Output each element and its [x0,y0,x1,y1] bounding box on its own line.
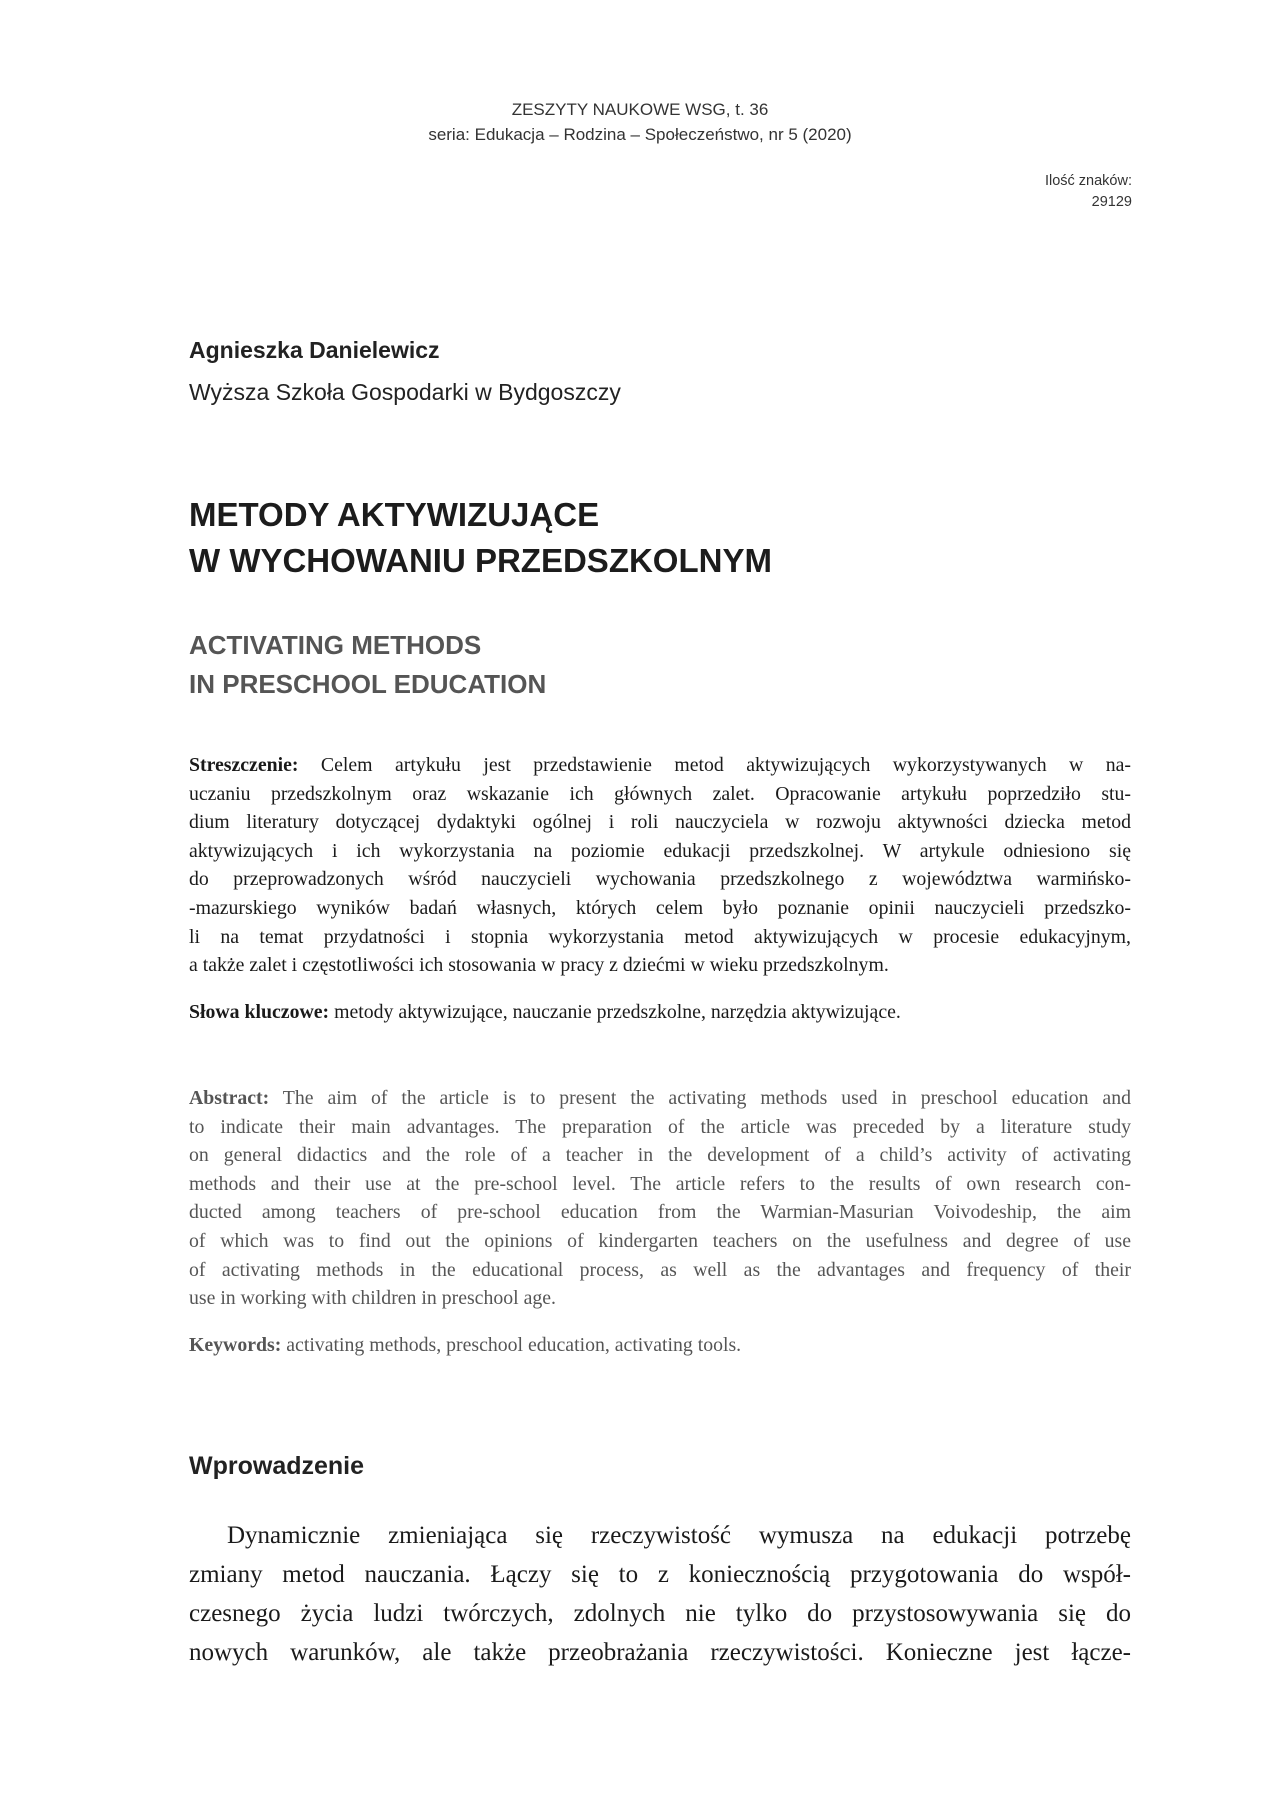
abstract-line: of activating methods in the educational process, as well as the advantages and frequency of their [189,1258,1131,1281]
journal-title: ZESZYTY NAUKOWE WSG, t. 36 [511,100,769,119]
intro-line: nowych warunków, ale także przeobrażania rzeczywistości. Konieczne jest łącze- [189,1639,1131,1666]
keywords-text: activating methods, preschool education, activating tools. [281,1334,742,1356]
streszczenie-line: uczaniu przedszkolnym oraz wskazanie ich głównych zalet. Opracowanie artykułu poprzedziło stu- [189,782,1131,805]
slowa-kluczowe [189,998,1131,1027]
streszczenie-line: dium literatury dotyczącej dydaktyki ogólnej i roli nauczyciela w rozwoju aktywności dziecka metod [189,811,1131,834]
intro-line: Dynamicznie zmieniająca się rzeczywistość wymusza na edukacji potrzebę [227,1522,1131,1549]
intro-line: zmiany metod nauczania. Łączy się to z koniecznością przygotowania do współ- [189,1561,1131,1588]
streszczenie-label: Streszczenie: [189,754,299,776]
abstract-label: Abstract: [189,1087,270,1109]
streszczenie-line: a także zalet i częstotliwości ich stosowania w pracy z dziećmi w wieku przedszkolnym. [189,954,889,977]
author-name: Agnieszka Danielewicz [189,337,440,363]
streszczenie-line: -mazurskiego wyników badań własnych, których celem było poznanie opinii nauczycieli przedszko- [189,896,1131,919]
abstract-line: of which was to find out the opinions of kindergarten teachers on the usefulness and degree of use [189,1229,1131,1252]
title-en-line-2: IN PRESCHOOL EDUCATION [189,669,547,699]
title-en-line-1: ACTIVATING METHODS [189,630,482,660]
keywords [189,1331,1131,1360]
streszczenie-line: li na temat przydatności i stopnia wykorzystania metod aktywizujących w procesie edukacyjnym, [189,925,1131,948]
title-pl-line-1: METODY AKTYWIZUJĄCE [189,496,600,533]
abstract-line: on general didactics and the role of a teacher in the development of a child’s activity of activating [189,1144,1131,1167]
char-count-label: Ilość znaków: [1044,173,1132,189]
char-count [1045,171,1132,213]
streszczenie-line: aktywizujących i ich wykorzystania na poziomie edukacji przedszkolnej. W artykule odniesiono się [189,839,1131,862]
streszczenie-line: do przeprowadzonych wśród nauczycieli wychowania przedszkolnego z województwa warmińsko- [189,868,1131,891]
abstract-line: use in working with children in preschool age. [189,1287,556,1310]
abstract-line: Abstract: The aim of the article is to present the activating methods used in preschool education and [189,1087,1131,1109]
streszczenie-line: Streszczenie: Celem artykułu jest przedstawienie metod aktywizujących wykorzystywanych w na- [189,754,1131,776]
journal-series: seria: Edukacja – Rodzina – Społeczeństwo, nr 5 (2020) [428,125,852,144]
article-title-en [189,626,546,704]
slowa-kluczowe-text: metody aktywizujące, nauczanie przedszkolne, narzędzia aktywizujące. [329,1001,901,1023]
article-title-pl [189,492,772,584]
author-affiliation: Wyższa Szkoła Gospodarki w Bydgoszczy [189,379,621,405]
abstract-line: ducted among teachers of pre-school education from the Warmian-Masurian Voivodeship, the aim [189,1201,1131,1224]
streszczenie-paragraph [189,751,1131,980]
intro-line: czesnego życia ludzi twórczych, zdolnych nie tylko do przystosowywania się do [189,1600,1131,1627]
intro-paragraph [189,1516,1131,1672]
abstract-line: methods and their use at the pre-school level. The article refers to the results of own research con- [189,1172,1131,1195]
abstract-paragraph [189,1084,1131,1313]
keywords-label: Keywords: [189,1334,282,1356]
title-pl-line-2: W WYCHOWANIU PRZEDSZKOLNYM [189,542,772,579]
slowa-kluczowe-label: Słowa kluczowe: [189,1001,330,1023]
abstract-line: to indicate their main advantages. The preparation of the article was preceded by a literature study [189,1115,1131,1138]
section-heading-intro: Wprowadzenie [189,1452,365,1480]
char-count-value: 29129 [1091,194,1132,210]
